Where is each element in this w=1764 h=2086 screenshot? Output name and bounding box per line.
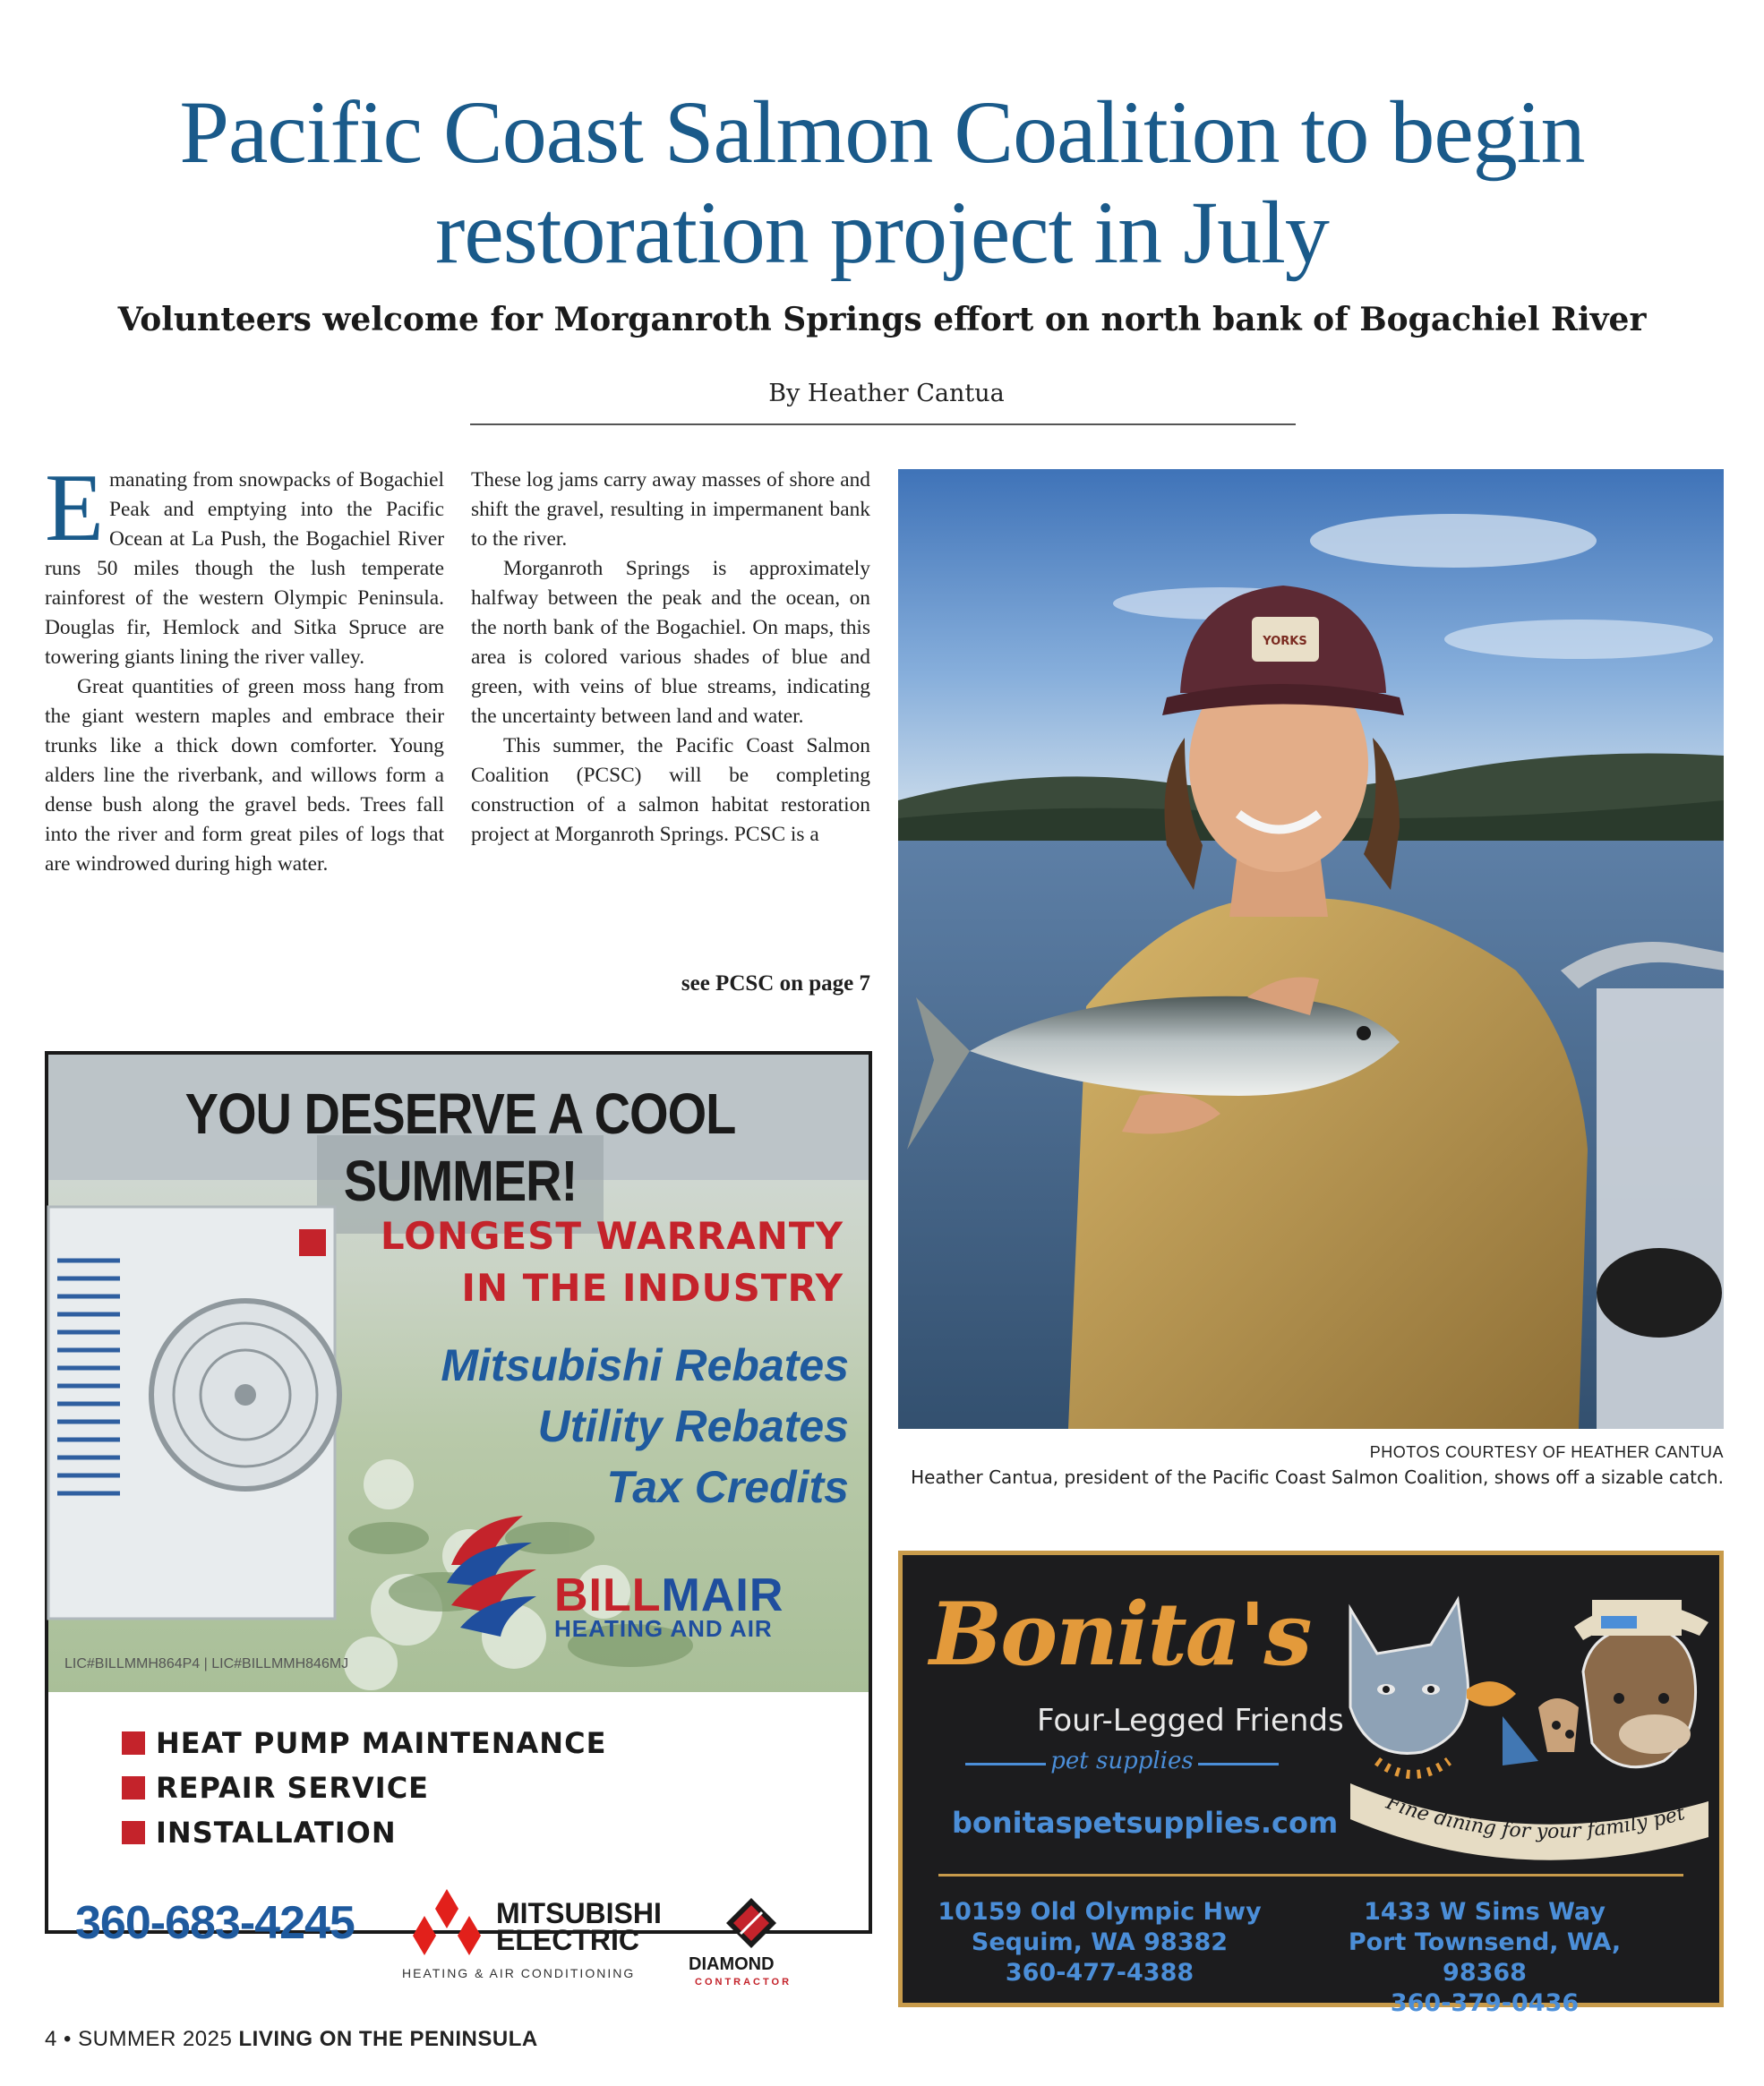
warranty-line-2: IN THE INDUSTRY (461, 1266, 843, 1310)
divider (1198, 1763, 1279, 1765)
article-paragraph: This summer, the Pacific Coast Salmon Coalition (PCSC) will be completing construction of a salmon habitat restoration project at Morganroth Springs. PCSC is a (471, 734, 870, 846)
issue-season: SUMMER 2025 (78, 2027, 233, 2051)
billmair-ad[interactable] (45, 1051, 872, 1988)
article-column-2 (471, 466, 870, 850)
diamond-logo: DIAMOND (689, 1954, 775, 1974)
rebate-utility: Utility Rebates (537, 1401, 849, 1451)
deck-subheadline: Volunteers welcome for Morganroth Springs effort on north bank of Bogachiel River (117, 301, 1647, 338)
hat-patch-text: YORKS (1263, 635, 1307, 648)
bullet-square-icon (122, 1821, 145, 1844)
headline: Pacific Coast Salmon Coalition to begin restoration project in July (179, 82, 1585, 282)
drop-cap: E (45, 455, 104, 561)
address-line-2: Port Townsend, WA, 98368 (1348, 1928, 1622, 1987)
service-label: INSTALLATION (156, 1816, 397, 1850)
divider (938, 1874, 1683, 1877)
bonita-website[interactable]: bonitaspetsupplies.com (952, 1806, 1339, 1840)
service-item (122, 1726, 606, 1760)
diamond-contractor-icon (724, 1896, 778, 1950)
photo-illustration (898, 469, 1724, 1429)
diamond-subline: CONTRACTOR (695, 1977, 792, 1988)
service-label: HEAT PUMP MAINTENANCE (156, 1726, 607, 1760)
ad-hero-image (48, 1055, 869, 1692)
address-line-1: 10159 Old Olympic Hwy (938, 1898, 1262, 1926)
location-port-townsend (1306, 1897, 1664, 2019)
bullet-separator: • (64, 2027, 79, 2051)
byline-rule (470, 423, 1296, 425)
service-item (122, 1771, 429, 1805)
bonita-subtitle: Four-Legged Friends (1037, 1703, 1344, 1739)
mitsubishi-line-2: ELECTRIC (496, 1924, 639, 1956)
bullet-square-icon (122, 1731, 145, 1755)
jump-line[interactable]: see PCSC on page 7 (681, 971, 870, 996)
location-phone[interactable]: 360-379-0436 (1390, 1989, 1580, 2017)
mitsubishi-line-1: MITSUBISHI (496, 1897, 662, 1929)
article-paragraph: Great quantities of green moss hang from the giant western maples and embrace their trunks like a thick down comforter. Young alders line the riverbank, and willows form a dense bush along the gravel beds. Trees fall into the river and form great piles of logs that are windrowed during high water. (45, 675, 444, 876)
photo-credit: PHOTOS COURTESY OF HEATHER CANTUA (1369, 1443, 1724, 1461)
billmair-tagline: HEATING AND AIR (554, 1615, 773, 1642)
address-line-1: 1433 W Sims Way (1364, 1898, 1606, 1926)
page-footer (45, 2027, 538, 2052)
rebate-tax-credits: Tax Credits (606, 1462, 849, 1512)
location-phone[interactable]: 360-477-4388 (1005, 1959, 1195, 1987)
pets-illustration (1323, 1573, 1717, 1877)
feature-photo (898, 469, 1724, 1429)
pet-supplies-label: pet supplies (1050, 1748, 1194, 1774)
ad-headline: YOU DESERVE A COOL SUMMER! (184, 1081, 736, 1213)
byline: By Heather Cantua (768, 380, 1005, 407)
service-item (122, 1816, 397, 1850)
mitsubishi-logo (496, 1897, 662, 1956)
mitsubishi-diamonds-icon (407, 1887, 487, 1959)
banner-text-path: Fine dining for your family pet (1383, 1791, 1688, 1843)
article-column-1 (45, 455, 444, 879)
license-numbers: LIC#BILLMMH864P4 | LIC#BILLMMH846MJ (64, 1656, 349, 1671)
logo-mair: MAIR (661, 1569, 784, 1621)
billmair-logo (554, 1569, 784, 1621)
service-label: REPAIR SERVICE (156, 1771, 430, 1805)
bonita-title: Bonita's (929, 1584, 1311, 1685)
article-paragraph: These log jams carry away masses of shore and shift the gravel, resulting in impermanent bank to the river. (471, 468, 870, 551)
page-number: 4 (45, 2027, 57, 2051)
paragraph-text: manating from snowpacks of Bogachiel Peak and emptying into the Pacific Ocean at La Push, the Bogachiel River runs 50 miles though the lush temperate rainforest of the western Olympic Peninsula. Douglas fir, Hemlock and Sitka Spruce are towering giants lining the river valley. (45, 468, 444, 669)
bullet-square-icon (122, 1776, 145, 1800)
location-sequim (921, 1897, 1279, 1988)
logo-bill: BILL (554, 1569, 662, 1621)
billmair-phone[interactable]: 360-683-4245 (75, 1897, 355, 1949)
rebate-mitsubishi: Mitsubishi Rebates (441, 1340, 849, 1390)
photo-caption: Heather Cantua, president of the Pacific Coast Salmon Coalition, shows off a sizable catch. (911, 1466, 1724, 1488)
bonita-ad[interactable] (898, 1551, 1724, 2017)
article-paragraph: Morganroth Springs is approximately halfway between the peak and the ocean, on the north bank of the Bogachiel. On maps, this area is colored various shades of blue and green, with veins of blue streams, indicating the uncertainty between land and water. (471, 557, 870, 728)
warranty-line-1: LONGEST WARRANTY (380, 1214, 843, 1258)
article-paragraph (45, 455, 444, 672)
address-line-2: Sequim, WA 98382 (971, 1928, 1229, 1956)
mitsubishi-subline: HEATING & AIR CONDITIONING (402, 1966, 636, 1980)
publication-name: LIVING ON THE PENINSULA (238, 2027, 538, 2051)
